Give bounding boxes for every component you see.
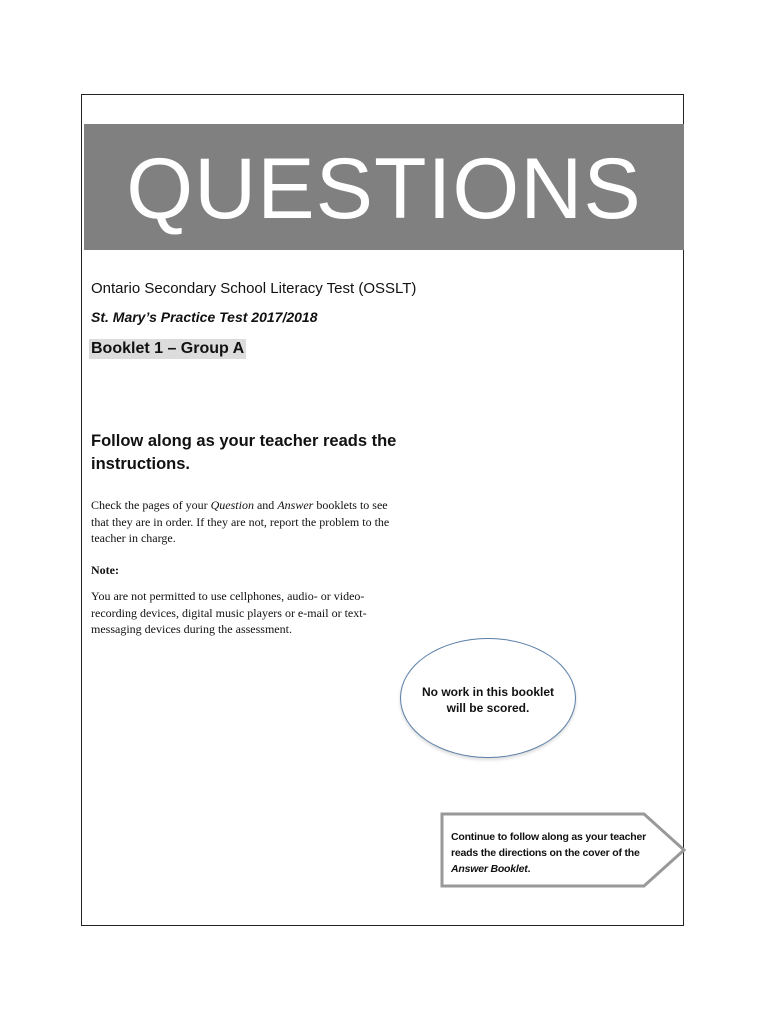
check-text-2: and xyxy=(253,498,278,512)
note-body: You are not permitted to use cellphones, audio- or video-recording devices, digital music players or e-mail or text-messaging devices during the assessment. xyxy=(91,589,367,636)
note-label: Note: xyxy=(91,563,119,577)
continue-period: . xyxy=(527,863,531,875)
banner-title: QUESTIONS xyxy=(126,141,642,237)
check-pages-paragraph xyxy=(91,497,391,547)
questions-banner xyxy=(84,124,684,250)
check-text-3: booklets to see that they are in order. If they are not, report the problem to the teacher in charge. xyxy=(91,498,390,545)
no-work-line-2: will be scored. xyxy=(446,701,530,715)
check-text-1: Check the pages of your xyxy=(91,498,211,512)
check-answer-word: Answer xyxy=(277,498,314,512)
no-work-line-1: No work in this booklet xyxy=(421,685,554,699)
practice-test-title: St. Mary’s Practice Test 2017/2018 xyxy=(91,309,318,325)
continue-text: Continue to follow along as your teacher reads the directions on the cover of the xyxy=(451,831,647,859)
test-name: Ontario Secondary School Literacy Test (OSSLT) xyxy=(91,280,417,297)
booklet-label: Booklet 1 – Group A xyxy=(91,340,245,357)
instructions-heading: Follow along as your teacher reads the instructions. xyxy=(91,432,397,473)
check-question-word: Question xyxy=(210,498,254,512)
continue-instructions-text xyxy=(451,829,666,877)
answer-booklet-word: Answer Booklet xyxy=(451,863,528,875)
no-work-text xyxy=(400,684,576,716)
